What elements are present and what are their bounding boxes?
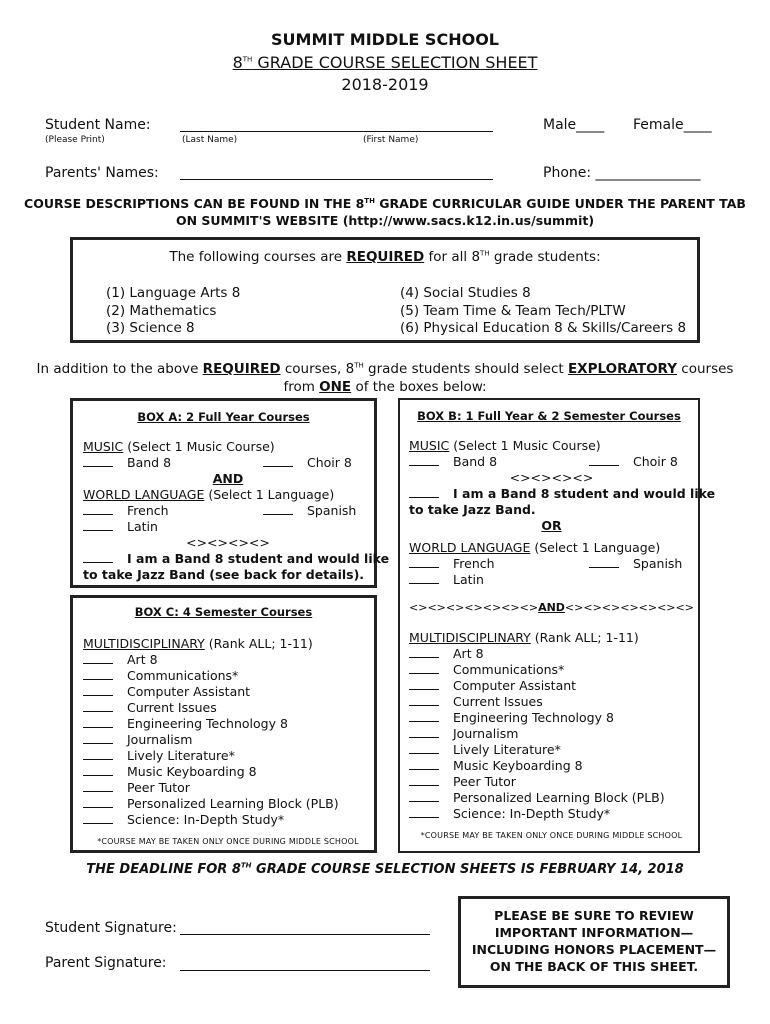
rank-blank[interactable]: [409, 678, 439, 690]
french-blank[interactable]: [409, 556, 439, 568]
rank-blank[interactable]: [83, 652, 113, 664]
jazz-band-text: to take Jazz Band (see back for details).: [83, 567, 365, 582]
rank-blank[interactable]: [83, 796, 113, 808]
multidisciplinary-note: (Rank ALL; 1-11): [204, 636, 313, 651]
spanish-option: Spanish: [633, 556, 683, 571]
course-option: Current Issues: [127, 700, 217, 715]
required-list-right: [400, 285, 686, 338]
course-option: Journalism: [127, 732, 193, 747]
world-language-note: (Select 1 Language): [204, 487, 335, 502]
required-course: (1) Language Arts 8: [106, 285, 241, 301]
rank-blank[interactable]: [83, 732, 113, 744]
course-option: Peer Tutor: [453, 774, 516, 789]
parents-names-field[interactable]: [180, 179, 493, 180]
rank-blank[interactable]: [83, 668, 113, 680]
rank-blank[interactable]: [83, 812, 113, 824]
parent-signature-field[interactable]: [180, 970, 430, 971]
world-language-note: (Select 1 Language): [530, 540, 661, 555]
band-blank[interactable]: [83, 455, 113, 467]
multidisciplinary-note: (Rank ALL; 1-11): [530, 630, 639, 645]
review-line: ON THE BACK OF THIS SHEET.: [489, 959, 699, 974]
french-option: French: [453, 556, 495, 571]
latin-option: Latin: [127, 519, 158, 534]
french-blank[interactable]: [83, 503, 113, 515]
separator: <><><><>: [186, 535, 270, 550]
rank-blank[interactable]: [83, 700, 113, 712]
rank-blank[interactable]: [409, 726, 439, 738]
course-option: Music Keyboarding 8: [127, 764, 257, 779]
rank-blank[interactable]: [409, 710, 439, 722]
student-name-field[interactable]: [180, 131, 493, 132]
box-a-title: BOX A: 2 Full Year Courses: [137, 410, 310, 424]
rank-blank[interactable]: [83, 764, 113, 776]
rank-blank[interactable]: [409, 662, 439, 674]
band-blank[interactable]: [409, 454, 439, 466]
course-option: Art 8: [453, 646, 484, 661]
footnote: *COURSE MAY BE TAKEN ONLY ONCE DURING MIDDLE SCHOOL: [97, 837, 359, 846]
school-year: 2018-2019: [341, 75, 429, 94]
rank-blank[interactable]: [83, 684, 113, 696]
course-option: Computer Assistant: [127, 684, 251, 699]
parents-names-label: Parents' Names:: [45, 165, 159, 181]
course-descriptions-notice: COURSE DESCRIPTIONS CAN BE FOUND IN THE 8TH GRADE CURRICULAR GUIDE UNDER THE PARENT TAB ON SUMMIT'S WEBSITE (http://www.sacs.k12.in.us/summit): [24, 196, 746, 228]
course-option: Engineering Technology 8: [453, 710, 614, 725]
student-name-label: Student Name:: [45, 117, 151, 133]
required-intro: The following courses are REQUIRED for all 8TH grade students:: [169, 249, 601, 265]
course-option: Current Issues: [453, 694, 543, 709]
choir-option: Choir 8: [633, 454, 678, 469]
box-b-title: BOX B: 1 Full Year & 2 Semester Courses: [417, 409, 681, 423]
music-label: MUSIC: [83, 439, 124, 454]
female-field[interactable]: Female____: [633, 117, 712, 133]
school-name: SUMMIT MIDDLE SCHOOL: [271, 30, 499, 49]
jazz-band-text: I am a Band 8 student and would like: [453, 486, 716, 501]
please-print-note: (Please Print): [45, 135, 105, 145]
music-note: (Select 1 Music Course): [123, 439, 275, 454]
course-option: Communications*: [453, 662, 565, 677]
required-list-left: [106, 285, 240, 338]
rank-blank[interactable]: [83, 780, 113, 792]
jazz-band-text: I am a Band 8 student and would like: [127, 551, 390, 566]
box-c: [70, 595, 377, 853]
course-option: Communications*: [127, 668, 239, 683]
course-option: Science: In-Depth Study*: [453, 806, 611, 821]
course-option: Lively Literature*: [127, 748, 235, 763]
music-note: (Select 1 Music Course): [449, 438, 601, 453]
course-option: Engineering Technology 8: [127, 716, 288, 731]
required-course: (3) Science 8: [106, 320, 195, 336]
jazz-blank[interactable]: [83, 551, 113, 563]
rank-blank[interactable]: [409, 758, 439, 770]
deadline-notice: THE DEADLINE FOR 8TH GRADE COURSE SELECTION SHEETS IS FEBRUARY 14, 2018: [86, 861, 684, 877]
rank-blank[interactable]: [409, 774, 439, 786]
male-field[interactable]: Male____: [543, 117, 605, 133]
rank-blank[interactable]: [409, 646, 439, 658]
multidisciplinary-label: MULTIDISCIPLINARY: [409, 630, 531, 645]
student-signature-field[interactable]: [180, 934, 430, 935]
and-divider: AND: [212, 471, 244, 486]
or-divider: OR: [541, 518, 562, 533]
footnote: *COURSE MAY BE TAKEN ONLY ONCE DURING MIDDLE SCHOOL: [420, 831, 683, 840]
required-course: (6) Physical Education 8 & Skills/Careers 8: [400, 320, 687, 336]
rank-blank[interactable]: [409, 806, 439, 818]
separator: <><><><>: [509, 470, 594, 485]
required-course: (5) Team Time & Team Tech/PLTW: [400, 302, 626, 319]
band-option: Band 8: [453, 454, 498, 469]
spanish-blank[interactable]: [263, 503, 293, 515]
choir-blank[interactable]: [263, 455, 293, 467]
student-signature-label: Student Signature:: [45, 920, 177, 936]
box-c-content: [83, 636, 373, 850]
exploratory-instructions: In addition to the above REQUIRED courses, 8TH grade students should select EXPLORATORY courses from ONE of the boxes below:: [36, 361, 734, 395]
parent-signature-label: Parent Signature:: [45, 955, 167, 971]
band-option: Band 8: [127, 455, 172, 470]
review-line: INCLUDING HONORS PLACEMENT—: [471, 942, 717, 957]
box-b-content: [409, 438, 716, 844]
rank-blank[interactable]: [83, 716, 113, 728]
and-divider: <><><><><><><>AND<><><><><><><>: [409, 601, 694, 614]
latin-option: Latin: [453, 572, 484, 587]
required-course: (2) Mathematics: [106, 302, 217, 319]
rank-blank[interactable]: [409, 694, 439, 706]
required-course: (4) Social Studies 8: [400, 285, 531, 301]
music-label: MUSIC: [409, 438, 450, 453]
box-a-content: [83, 439, 390, 583]
phone-field[interactable]: Phone: _______________: [543, 165, 701, 181]
course-option: Personalized Learning Block (PLB): [453, 790, 665, 805]
spanish-blank[interactable]: [589, 556, 619, 568]
latin-blank[interactable]: [83, 519, 113, 531]
review-line: PLEASE BE SURE TO REVIEW: [494, 908, 694, 923]
french-option: French: [127, 503, 169, 518]
course-option: Art 8: [127, 652, 158, 667]
spanish-option: Spanish: [307, 503, 357, 518]
latin-blank[interactable]: [409, 572, 439, 584]
rank-blank[interactable]: [83, 748, 113, 760]
world-language-label: WORLD LANGUAGE: [83, 487, 205, 502]
course-option: Personalized Learning Block (PLB): [127, 796, 339, 811]
required-courses-box: [70, 237, 700, 343]
jazz-blank[interactable]: [409, 486, 439, 498]
box-a: [70, 398, 390, 588]
rank-blank[interactable]: [409, 742, 439, 754]
jazz-band-text: to take Jazz Band.: [409, 502, 536, 517]
sheet-title: 8TH GRADE COURSE SELECTION SHEET: [232, 53, 538, 72]
choir-option: Choir 8: [307, 455, 352, 470]
box-b: [398, 398, 716, 853]
course-option: Science: In-Depth Study*: [127, 812, 285, 827]
rank-blank[interactable]: [409, 790, 439, 802]
choir-blank[interactable]: [589, 454, 619, 466]
course-option: Music Keyboarding 8: [453, 758, 583, 773]
review-line: IMPORTANT INFORMATION—: [494, 925, 694, 940]
world-language-label: WORLD LANGUAGE: [409, 540, 531, 555]
review-notice-box: [458, 896, 730, 988]
course-option: Computer Assistant: [453, 678, 577, 693]
box-c-title: BOX C: 4 Semester Courses: [134, 605, 313, 619]
course-option: Lively Literature*: [453, 742, 561, 757]
multidisciplinary-label: MULTIDISCIPLINARY: [83, 636, 205, 651]
course-option: Journalism: [453, 726, 519, 741]
first-name-hint: (First Name): [363, 135, 419, 145]
course-option: Peer Tutor: [127, 780, 190, 795]
last-name-hint: (Last Name): [182, 135, 238, 145]
